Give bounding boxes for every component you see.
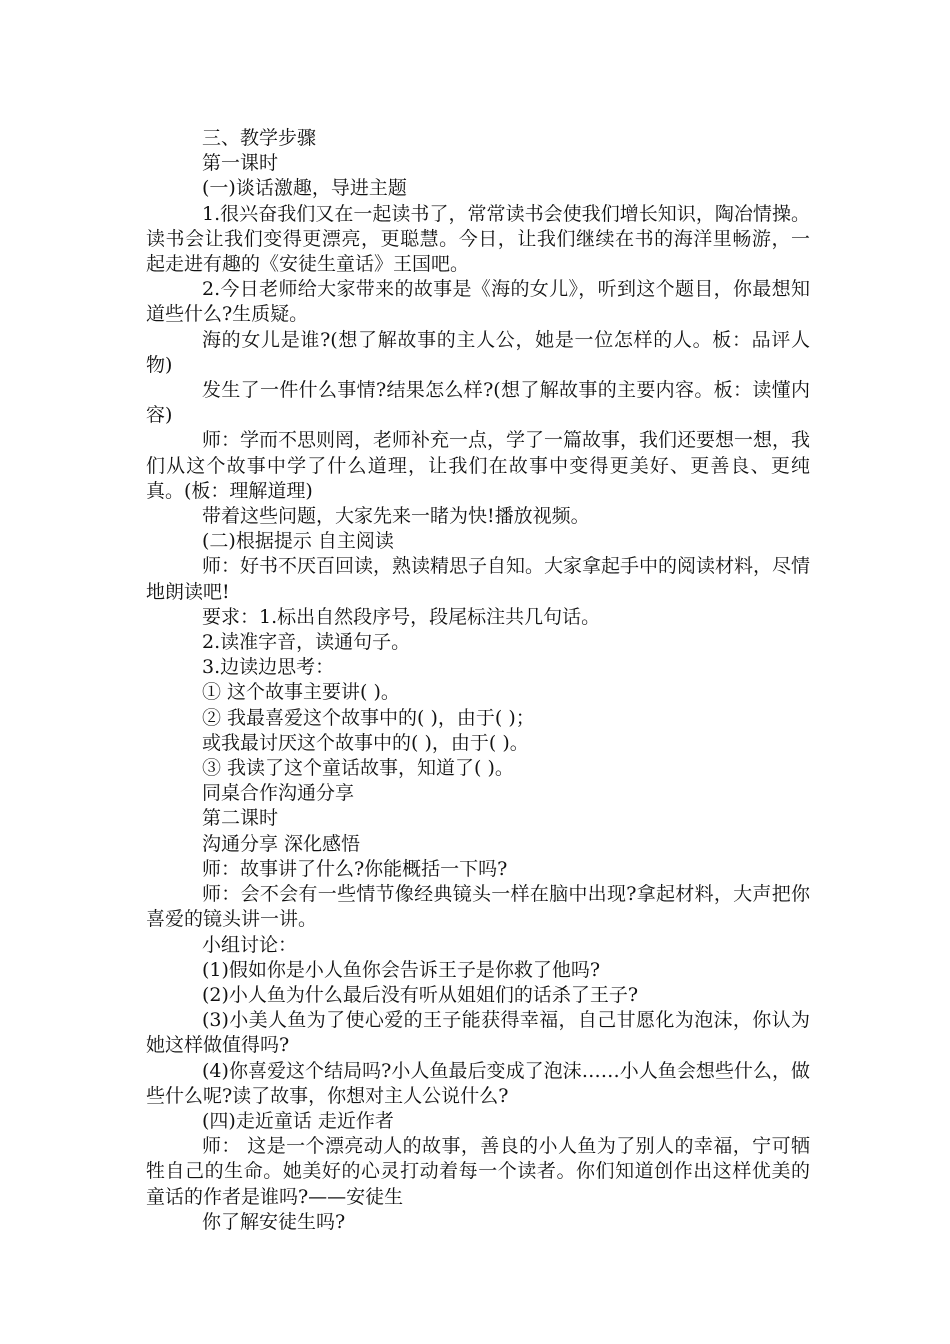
paragraph: 发生了一件什么事情?结果怎么样?(想了解故事的主要内容。板：读懂内容) <box>146 379 810 427</box>
list-item: ③ 我读了这个童话故事，知道了( )。 <box>202 757 514 780</box>
list-item: ② 我最喜爱这个故事中的( )，由于( )； <box>202 706 535 729</box>
section-heading: 三、教学步骤 <box>202 127 317 149</box>
paragraph: 海的女儿是谁?(想了解故事的主人公，她是一位怎样的人。板：品评人物) <box>146 328 810 376</box>
discussion-question: (2)小人鱼为什么最后没有听从姐姐们的话杀了王子? <box>202 983 639 1006</box>
list-item: ① 这个故事主要讲( )。 <box>202 681 400 704</box>
paragraph: 带着这些问题，大家先来一睹为快!播放视频。 <box>202 505 590 528</box>
paragraph: 要求：1.标出自然段序号，段尾标注共几句话。 <box>202 605 601 628</box>
paragraph: 2.今日老师给大家带来的故事是《海的女儿》，听到这个题目，你最想知道些什么?生质疑。 <box>146 278 810 326</box>
paragraph: 2.读准字音，读通句子。 <box>202 631 411 654</box>
lesson-heading: 第一课时 <box>202 152 279 175</box>
paragraph: 1.很兴奋我们又在一起读书了，常常读书会使我们增长知识，陶冶情操。读书会让我们变得更漂亮，更聪慧。今日，让我们继续在书的海洋里畅游，一起走进有趣的《安徒生童话》王国吧。 <box>146 202 810 276</box>
list-item: 或我最讨厌这个故事中的( )，由于( )。 <box>202 731 529 754</box>
discussion-question: (3)小美人鱼为了使心爱的王子能获得幸福，自己甘愿化为泡沫，你认为她这样做值得吗? <box>146 1009 810 1057</box>
subsection-heading: (二)根据提示 自主阅读 <box>202 530 394 553</box>
paragraph: 同桌合作沟通分享 <box>202 782 355 805</box>
paragraph: 师：学而不思则罔，老师补充一点，学了一篇故事，我们还要想一想，我们从这个故事中学了什么道理，让我们在故事中变得更美好、更善良、更纯真。(板：理解道理) <box>146 429 811 502</box>
paragraph: 师： 这是一个漂亮动人的故事，善良的小人鱼为了别人的幸福，宁可牺牲自己的生命。她美好的心灵打动着每一个读者。你们知道创作出这样优美的童话的作者是谁吗?——安徒生 <box>146 1135 810 1208</box>
paragraph: 师：故事讲了什么?你能概括一下吗? <box>202 857 508 880</box>
lesson-heading: 第二课时 <box>202 807 279 830</box>
document-body <box>146 126 810 1235</box>
subsection-heading: 沟通分享 深化感悟 <box>202 832 361 855</box>
subsection-heading: (一)谈话激趣，导进主题 <box>202 177 407 200</box>
discussion-question: (1)假如你是小人鱼你会告诉王子是你救了他吗? <box>202 958 601 981</box>
discussion-question: (4)你喜爱这个结局吗?小人鱼最后变成了泡沫……小人鱼会想些什么，做些什么呢?读了故事，你想对主人公说什么? <box>146 1059 810 1107</box>
paragraph: 师：会不会有一些情节像经典镜头一样在脑中出现?拿起材料，大声把你喜爱的镜头讲一讲。 <box>146 883 810 931</box>
paragraph: 3.边读边思考： <box>202 656 335 679</box>
paragraph: 小组讨论： <box>202 933 298 956</box>
paragraph: 师：好书不厌百回读，熟读精思子自知。大家拿起手中的阅读材料，尽情地朗读吧! <box>146 555 811 603</box>
paragraph: 你了解安徒生吗? <box>202 1210 346 1233</box>
subsection-heading: (四)走近童话 走近作者 <box>202 1109 394 1132</box>
